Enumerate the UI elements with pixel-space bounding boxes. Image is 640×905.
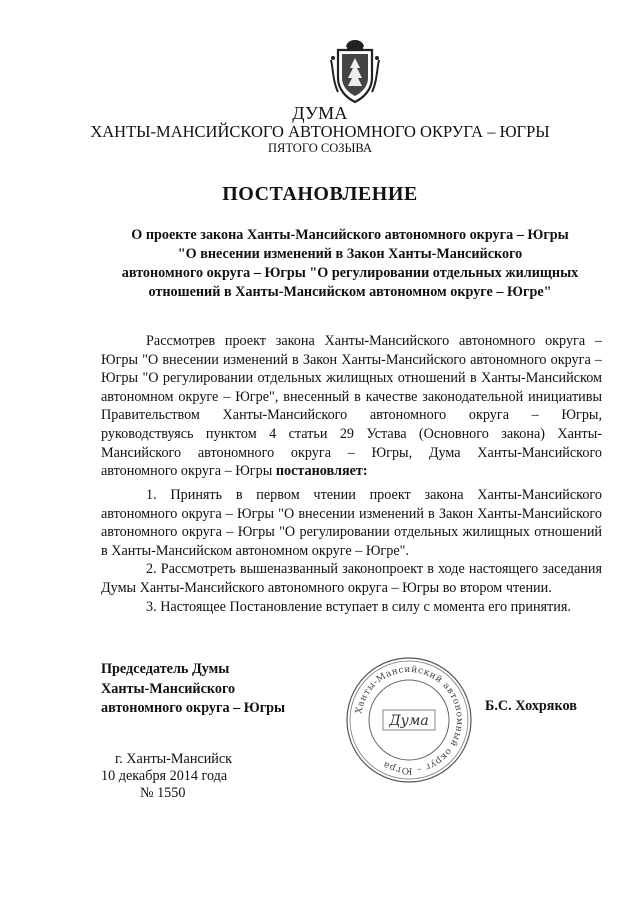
signatory-name: Б.С. Хохряков (485, 698, 577, 714)
resolution-point-3: 3. Настоящее Постановление вступает в силу с момента его принятия. (146, 598, 571, 615)
seal-ring-text: Ханты-Мансийский автономный округ – Югра (354, 664, 465, 776)
document-place: г. Ханты-Мансийск (115, 751, 233, 767)
resolution-point-1: 1. Принять в первом чтении проект закона Ханты-Мансийского автономного округа – Югры "О внесении изменений в Закон Ханты-Мансийского автономного округа – Югры "О регулировании отдельных жилищных отношений в Ханты-Мансийском автономном округе – Югре". (101, 487, 602, 559)
coat-of-arms-icon (329, 38, 381, 104)
subject-line: О проекте закона Ханты-Мансийского автономного округа – Югры (131, 227, 569, 243)
signatory-title (101, 660, 331, 719)
org-region: ХАНТЫ-МАНСИЙСКОГО АВТОНОМНОГО ОКРУГА – ЮГРЫ (90, 122, 550, 141)
signatory-title-line: Ханты-Мансийского (101, 680, 236, 697)
official-seal (343, 654, 475, 786)
preamble-resolve-word: постановляет: (275, 463, 368, 480)
document-subject (100, 226, 600, 302)
subject-line: "О внесении изменений в Закон Ханты-Мансийского (177, 246, 523, 262)
document-type-heading: ПОСТАНОВЛЕНИЕ (222, 183, 418, 205)
preamble-text: Рассмотрев проект закона Ханты-Мансийского автономного округа – Югры "О внесении изменений в Закон Ханты-Мансийского автономного округа – Югры "О регулировании отдельных жилищных отношений в Ханты-Мансийском автономном округе – Югре", внесенный в качестве законодательной инициативы Правительством Ханты-Мансийского автономного округа – Югры, руководствуясь пунктом 4 статьи 29 Устава (Основного закона) Ханты-Мансийского автономного округа – Югры, Дума Ханты-Мансийского автономного округа – Югры (101, 333, 602, 480)
resolution-points (101, 486, 602, 616)
seal-center-text: Дума (389, 713, 429, 729)
preamble-paragraph (101, 332, 602, 481)
document-date: 10 декабря 2014 года (101, 768, 228, 784)
convocation: ПЯТОГО СОЗЫВА (267, 141, 373, 155)
signatory-title-line: автономного округа – Югры (101, 700, 286, 716)
subject-line: автономного округа – Югры "О регулировании отдельных жилищных (121, 265, 579, 281)
signatory-title-line: Председатель Думы (101, 661, 230, 677)
subject-line: отношений в Ханты-Мансийском автономном округе – Югре" (148, 284, 552, 300)
resolution-point-2: 2. Рассмотреть вышеназванный законопроект в ходе настоящего заседания Думы Ханты-Мансийского автономного округа – Югры во втором чтении. (101, 561, 602, 596)
document-number: № 1550 (140, 785, 186, 801)
org-name: ДУМА (292, 103, 348, 123)
